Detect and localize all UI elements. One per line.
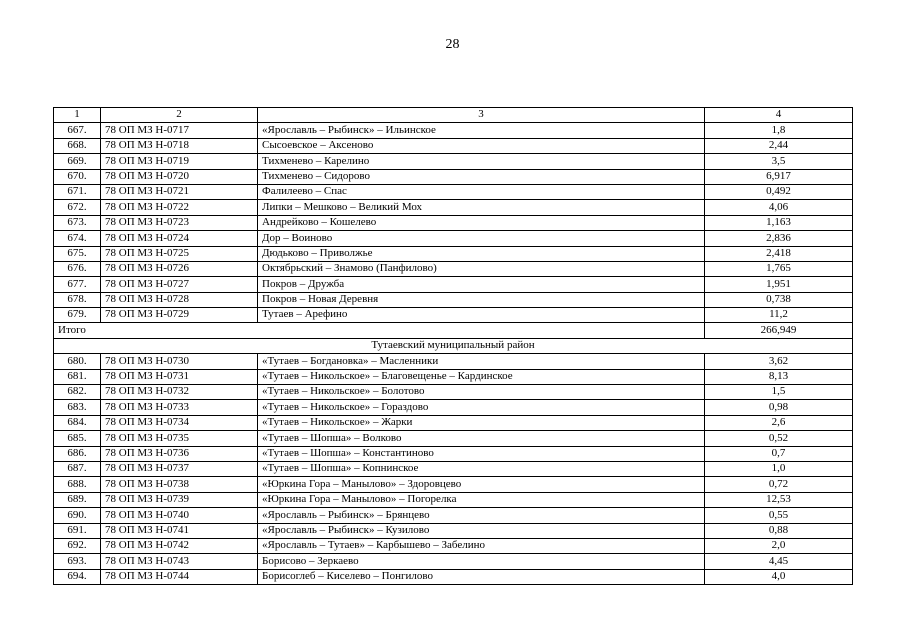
table-row <box>54 446 853 461</box>
road-id: 78 ОП МЗ Н-0730 <box>101 354 258 369</box>
road-name: «Тутаев – Шопша» – Волково <box>258 431 705 446</box>
road-name: «Тутаев – Никольское» – Болотово <box>258 385 705 400</box>
table-row <box>54 154 853 169</box>
road-name: «Тутаев – Никольское» – Жарки <box>258 415 705 430</box>
road-name: Борисоглеб – Киселево – Понгилово <box>258 569 705 584</box>
road-length: 1,163 <box>705 215 853 230</box>
road-name: «Юркина Гора – Манылово» – Здоровцево <box>258 477 705 492</box>
road-id: 78 ОП МЗ Н-0740 <box>101 508 258 523</box>
road-length: 0,72 <box>705 477 853 492</box>
row-number: 667. <box>54 123 101 138</box>
road-length: 4,06 <box>705 200 853 215</box>
table-row <box>54 492 853 507</box>
road-length: 0,7 <box>705 446 853 461</box>
table-row <box>54 385 853 400</box>
road-id: 78 ОП МЗ Н-0719 <box>101 154 258 169</box>
row-number: 675. <box>54 246 101 261</box>
road-length: 8,13 <box>705 369 853 384</box>
road-length: 4,45 <box>705 554 853 569</box>
table-row <box>54 477 853 492</box>
road-id: 78 ОП МЗ Н-0736 <box>101 446 258 461</box>
row-number: 669. <box>54 154 101 169</box>
row-number: 687. <box>54 461 101 476</box>
total-value: 266,949 <box>705 323 853 338</box>
table-row <box>54 569 853 584</box>
row-number: 671. <box>54 184 101 199</box>
road-name: Фалилеево – Спас <box>258 184 705 199</box>
road-id: 78 ОП МЗ Н-0741 <box>101 523 258 538</box>
road-id: 78 ОП МЗ Н-0723 <box>101 215 258 230</box>
road-length: 2,6 <box>705 415 853 430</box>
row-number: 681. <box>54 369 101 384</box>
row-number: 670. <box>54 169 101 184</box>
road-id: 78 ОП МЗ Н-0728 <box>101 292 258 307</box>
row-number: 688. <box>54 477 101 492</box>
road-length: 0,55 <box>705 508 853 523</box>
road-name: «Тутаев – Никольское» – Благовещенье – Кардинское <box>258 369 705 384</box>
table-row <box>54 538 853 553</box>
road-length: 1,765 <box>705 261 853 276</box>
road-name: Дюдьково – Приволжье <box>258 246 705 261</box>
row-number: 678. <box>54 292 101 307</box>
table-row <box>54 231 853 246</box>
column-header-1: 1 <box>54 108 101 123</box>
row-number: 692. <box>54 538 101 553</box>
road-length: 12,53 <box>705 492 853 507</box>
road-name: Тихменево – Сидорово <box>258 169 705 184</box>
row-number: 684. <box>54 415 101 430</box>
table-row <box>54 523 853 538</box>
table-row <box>54 292 853 307</box>
table-row <box>54 261 853 276</box>
header-row <box>54 108 853 123</box>
row-number: 680. <box>54 354 101 369</box>
road-id: 78 ОП МЗ Н-0734 <box>101 415 258 430</box>
road-name: «Тутаев – Шопша» – Константиново <box>258 446 705 461</box>
row-number: 679. <box>54 308 101 323</box>
table-row <box>54 215 853 230</box>
road-name: Сысоевское – Аксеново <box>258 138 705 153</box>
roads-table-body <box>54 108 853 585</box>
row-number: 676. <box>54 261 101 276</box>
road-length: 0,738 <box>705 292 853 307</box>
table-row <box>54 277 853 292</box>
road-id: 78 ОП МЗ Н-0732 <box>101 385 258 400</box>
row-number: 683. <box>54 400 101 415</box>
table-row <box>54 246 853 261</box>
table-row <box>54 369 853 384</box>
road-name: Тутаев – Арефино <box>258 308 705 323</box>
table-row <box>54 400 853 415</box>
road-id: 78 ОП МЗ Н-0742 <box>101 538 258 553</box>
column-header-2: 2 <box>101 108 258 123</box>
road-length: 0,492 <box>705 184 853 199</box>
table-row <box>54 169 853 184</box>
table-row <box>54 354 853 369</box>
row-number: 668. <box>54 138 101 153</box>
roads-table <box>53 107 853 585</box>
road-length: 2,44 <box>705 138 853 153</box>
road-id: 78 ОП МЗ Н-0720 <box>101 169 258 184</box>
road-id: 78 ОП МЗ Н-0722 <box>101 200 258 215</box>
page-number: 28 <box>445 37 460 52</box>
road-name: Покров – Новая Деревня <box>258 292 705 307</box>
road-length: 2,836 <box>705 231 853 246</box>
road-name: Октябрьский – Знамово (Панфилово) <box>258 261 705 276</box>
road-length: 0,52 <box>705 431 853 446</box>
column-header-4: 4 <box>705 108 853 123</box>
road-name: «Тутаев – Никольское» – Гораздово <box>258 400 705 415</box>
table-row <box>54 431 853 446</box>
row-number: 693. <box>54 554 101 569</box>
table-row <box>54 308 853 323</box>
road-length: 1,951 <box>705 277 853 292</box>
road-name: Тихменево – Карелино <box>258 154 705 169</box>
total-row <box>54 323 853 338</box>
row-number: 689. <box>54 492 101 507</box>
table-row <box>54 200 853 215</box>
row-number: 686. <box>54 446 101 461</box>
road-id: 78 ОП МЗ Н-0718 <box>101 138 258 153</box>
road-id: 78 ОП МЗ Н-0725 <box>101 246 258 261</box>
row-number: 690. <box>54 508 101 523</box>
road-id: 78 ОП МЗ Н-0743 <box>101 554 258 569</box>
road-name: «Юркина Гора – Манылово» – Погорелка <box>258 492 705 507</box>
road-length: 0,98 <box>705 400 853 415</box>
section-row <box>54 338 853 353</box>
road-id: 78 ОП МЗ Н-0733 <box>101 400 258 415</box>
road-length: 11,2 <box>705 308 853 323</box>
table-row <box>54 123 853 138</box>
road-length: 3,5 <box>705 154 853 169</box>
road-id: 78 ОП МЗ Н-0726 <box>101 261 258 276</box>
road-id: 78 ОП МЗ Н-0724 <box>101 231 258 246</box>
road-id: 78 ОП МЗ Н-0717 <box>101 123 258 138</box>
column-header-3: 3 <box>258 108 705 123</box>
row-number: 674. <box>54 231 101 246</box>
road-name: «Ярославль – Рыбинск» – Ильинское <box>258 123 705 138</box>
road-name: Липки – Мешково – Великий Мох <box>258 200 705 215</box>
road-length: 6,917 <box>705 169 853 184</box>
road-length: 1,8 <box>705 123 853 138</box>
road-length: 2,0 <box>705 538 853 553</box>
road-length: 1,0 <box>705 461 853 476</box>
row-number: 672. <box>54 200 101 215</box>
road-id: 78 ОП МЗ Н-0744 <box>101 569 258 584</box>
road-id: 78 ОП МЗ Н-0727 <box>101 277 258 292</box>
row-number: 677. <box>54 277 101 292</box>
table-row <box>54 554 853 569</box>
row-number: 682. <box>54 385 101 400</box>
road-name: Борисово – Зеркаево <box>258 554 705 569</box>
table-row <box>54 184 853 199</box>
road-id: 78 ОП МЗ Н-0735 <box>101 431 258 446</box>
row-number: 673. <box>54 215 101 230</box>
table-row <box>54 138 853 153</box>
road-id: 78 ОП МЗ Н-0738 <box>101 477 258 492</box>
road-id: 78 ОП МЗ Н-0737 <box>101 461 258 476</box>
road-length: 2,418 <box>705 246 853 261</box>
row-number: 685. <box>54 431 101 446</box>
road-name: Дор – Воиново <box>258 231 705 246</box>
section-title: Тутаевский муниципальный район <box>54 338 853 353</box>
road-name: «Тутаев – Шопша» – Копнинское <box>258 461 705 476</box>
road-name: «Ярославль – Рыбинск» – Кузилово <box>258 523 705 538</box>
road-length: 3,62 <box>705 354 853 369</box>
road-id: 78 ОП МЗ Н-0729 <box>101 308 258 323</box>
road-id: 78 ОП МЗ Н-0739 <box>101 492 258 507</box>
road-name: «Ярославль – Рыбинск» – Брянцево <box>258 508 705 523</box>
road-id: 78 ОП МЗ Н-0721 <box>101 184 258 199</box>
road-length: 4,0 <box>705 569 853 584</box>
table-row <box>54 508 853 523</box>
road-name: Андрейково – Кошелево <box>258 215 705 230</box>
total-label: Итого <box>54 323 705 338</box>
row-number: 694. <box>54 569 101 584</box>
road-length: 1,5 <box>705 385 853 400</box>
road-length: 0,88 <box>705 523 853 538</box>
row-number: 691. <box>54 523 101 538</box>
road-name: «Тутаев – Богдановка» – Масленники <box>258 354 705 369</box>
table-row <box>54 461 853 476</box>
road-name: «Ярославль – Тутаев» – Карбышево – Забелино <box>258 538 705 553</box>
table-row <box>54 415 853 430</box>
road-id: 78 ОП МЗ Н-0731 <box>101 369 258 384</box>
road-name: Покров – Дружба <box>258 277 705 292</box>
